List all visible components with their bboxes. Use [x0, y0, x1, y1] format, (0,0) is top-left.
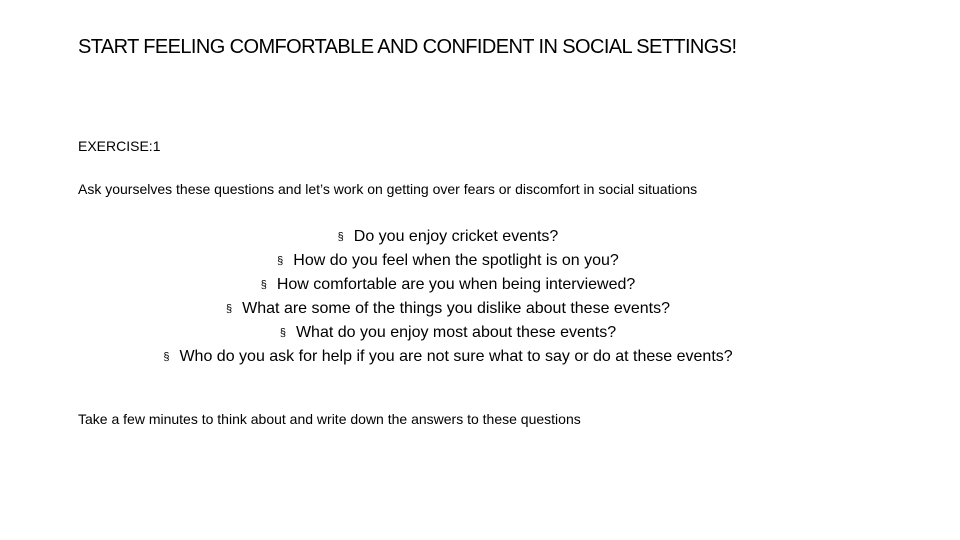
bullet-icon: § [163, 351, 170, 363]
question-item [0, 249, 896, 273]
question-item [0, 225, 896, 249]
bullet-icon: § [226, 303, 233, 315]
question-item [0, 345, 896, 369]
question-list [0, 225, 896, 369]
bullet-icon: § [277, 255, 284, 267]
question-item [0, 273, 896, 297]
question-text: Who do you ask for help if you are not sure what to say or do at these events? [179, 348, 733, 365]
intro-text: Ask yourselves these questions and let’s work on getting over fears or discomfort in social situations [78, 181, 698, 197]
question-text: How do you feel when the spotlight is on you? [293, 252, 619, 269]
question-item [0, 297, 896, 321]
bullet-icon: § [337, 231, 344, 243]
question-text: What do you enjoy most about these events? [295, 324, 617, 341]
exercise-label: EXERCISE:1 [78, 138, 161, 154]
bullet-icon: § [260, 279, 267, 291]
slide-title: START FEELING COMFORTABLE AND CONFIDENT IN SOCIAL SETTINGS! [78, 36, 737, 58]
question-text: Do you enjoy cricket events? [353, 228, 559, 245]
question-item [0, 321, 896, 345]
question-text: What are some of the things you dislike about these events? [242, 300, 670, 317]
outro-text: Take a few minutes to think about and write down the answers to these questions [78, 411, 581, 427]
question-text: How comfortable are you when being interviewed? [276, 276, 636, 293]
bullet-icon: § [279, 327, 286, 339]
